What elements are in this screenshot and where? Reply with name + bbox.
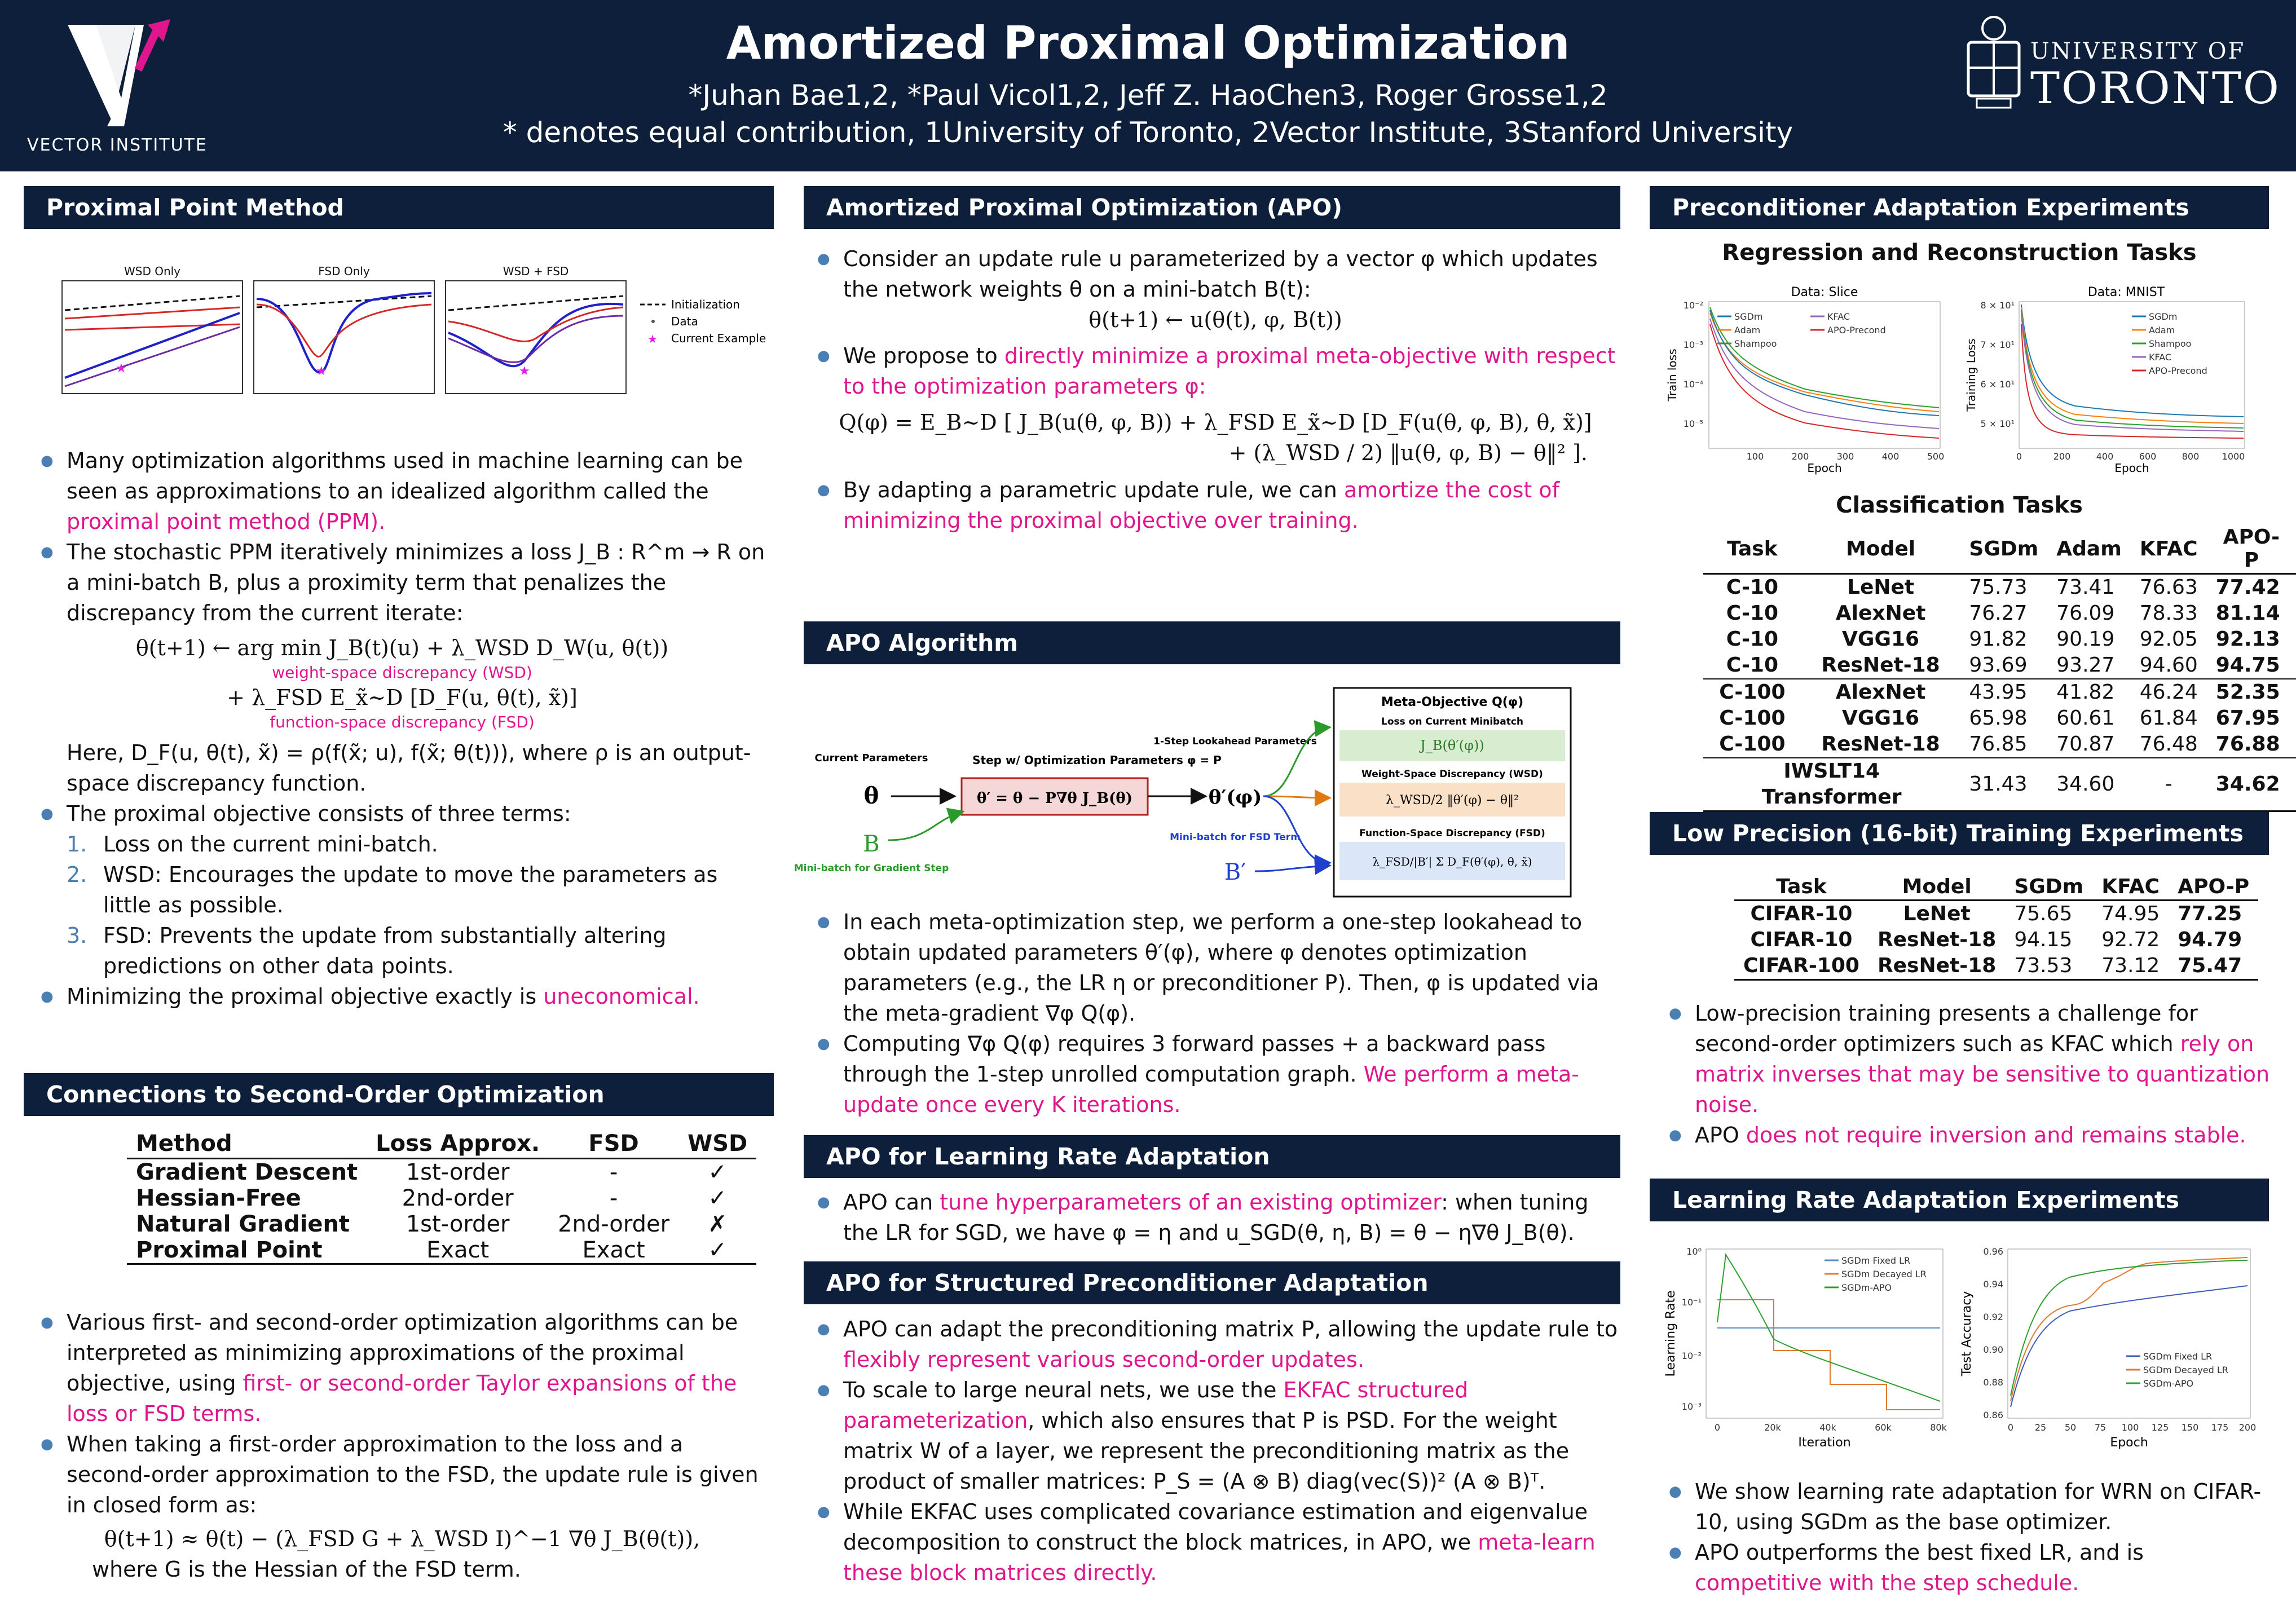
svg-text:10⁻³: 10⁻³ (1683, 339, 1703, 350)
apo-bullet-2: ● We propose to directly minimize a proximal meta-objective with respect to the optimization parameters φ: (809, 341, 1621, 401)
poster-title: Amortized Proximal Optimization (726, 17, 1570, 69)
table-row: C-10 AlexNet 76.27 76.09 78.33 81.14 (1726, 602, 2280, 625)
svg-text:0.90: 0.90 (1983, 1344, 2003, 1355)
spc-body (809, 1314, 1621, 1588)
vector-institute-text: VECTOR INSTITUTE (27, 135, 208, 155)
wsd-label: weight-space discrepancy (WSD) (272, 663, 532, 682)
svg-text:10⁻¹: 10⁻¹ (1681, 1297, 1702, 1308)
svg-text:6 × 10¹: 6 × 10¹ (1980, 379, 2015, 390)
minibatch-b-label: Mini-batch for Gradient Step (794, 863, 949, 874)
svg-text:10⁰: 10⁰ (1686, 1246, 1702, 1257)
fsd-label: function-space discrepancy (FSD) (270, 713, 535, 731)
y-axis-label: Test Accuracy (1960, 1291, 1974, 1376)
svg-text:80k: 80k (1930, 1422, 1947, 1433)
panel-fsd-only (254, 264, 434, 394)
table-row: CIFAR-100 ResNet-18 73.53 73.12 75.47 (1734, 953, 2258, 980)
pae-heading: Preconditioner Adaptation Experiments (1650, 186, 2269, 229)
spc-bullet-1: ● APO can adapt the preconditioning matrix P, allowing the update rule to flexibly represent various second-order updates. (809, 1314, 1621, 1375)
panel-title: FSD Only (318, 264, 370, 278)
spc-bullet-2: ● To scale to large neural nets, we use the EKFAC structured parameterization, which also ensures that P is PSD. For the weight matrix W of a layer, we represent the preconditioning matrix as the product of smaller matrices: P_S = (A ⊗ B) diag(vec(S))² (A ⊗ B)ᵀ. (809, 1375, 1621, 1497)
lra-bullet-2: ● APO outperforms the best fixed LR, and is competitive with the step schedule. (1661, 1537, 2270, 1598)
lp-bullet-1: ● Low-precision training presents a challenge for second-order optimizers such as KFAC which rely on matrix inverses that may be sensitive to quantization noise. (1661, 998, 2270, 1120)
lp-bullet-2: ● APO does not require inversion and remains stable. (1661, 1120, 2270, 1150)
svg-text:25: 25 (2034, 1422, 2047, 1433)
svg-text:8 × 10¹: 8 × 10¹ (1980, 300, 2015, 311)
svg-text:40k: 40k (1819, 1422, 1836, 1433)
authors: *Juhan Bae1,2, *Paul Vicol1,2, Jeff Z. HaoChen3, Roger Grosse1,2 (688, 79, 1608, 112)
lp-table: Task Model SGDm KFAC APO-P CIFAR-10 LeNet 75.65 74.95 77.25 CIFAR-10 ResNet-18 94.15 92.72 94.79 CIFAR-100 ResNet-18 73.53 73.12 75.47 (1734, 874, 2258, 981)
svg-text:1000: 1000 (2222, 451, 2245, 462)
col-loss-approx: Loss Approx. (376, 1131, 540, 1157)
lr-plot (1661, 1238, 1954, 1458)
col-fsd: FSD (588, 1131, 639, 1157)
ppm-figure (39, 265, 790, 423)
lookahead-label: 1-Step Lookahead Parameters (1153, 736, 1317, 747)
fsd-title: Function-Space Discrepancy (FSD) (1359, 828, 1545, 839)
minibatch-bp-label: Mini-batch for FSD Term (1170, 832, 1301, 843)
col-method: Method (136, 1131, 232, 1157)
x-axis-label: Epoch (2110, 1436, 2148, 1450)
uoft-logo (1963, 11, 2279, 113)
lra-bullet-1: ● We show learning rate adaptation for WRN on CIFAR-10, using SGDm as the base optimizer. (1661, 1476, 2270, 1537)
x-axis-label: Epoch (1807, 461, 1842, 475)
svg-text:200: 200 (2053, 451, 2071, 462)
slice-plot (1664, 285, 1946, 476)
table-row: C-100 VGG16 65.98 60.61 61.84 67.95 (1719, 707, 2280, 730)
table-row: Natural Gradient 1st-order 2nd-order ✗ (136, 1211, 727, 1237)
panel-title: WSD + FSD (503, 264, 569, 278)
svg-text:0: 0 (2016, 451, 2022, 462)
poster-header (0, 0, 2296, 171)
svg-text:SGDm Decayed LR: SGDm Decayed LR (1841, 1269, 1927, 1279)
svg-text:200: 200 (1791, 451, 1809, 462)
svg-text:10⁻⁴: 10⁻⁴ (1683, 379, 1703, 390)
minibatch-bp: B′ (1224, 859, 1246, 885)
svg-text:★: ★ (647, 332, 658, 346)
classification-table: Task Model SGDm Adam KFAC APO-P C-10 LeNet 75.73 73.41 76.63 77.42 C-10 AlexNet 76.27 76.09 78.33 81.14 C-10 VGG16 91.82 90.19 92.05 92.13 C-10 ResNet-18 93.69 93.27 94.60 94.75 C-100 AlexNet 43.95 41.82 46.24 52.35 C-100 VGG16 65.98 60.61 61.84 67.95 C-100 ResNet-18 76.85 70.87 76.48 76.88 IWSLT14 Transformer 31.43 34.60 - 34.62 (1703, 524, 2296, 812)
svg-text:300: 300 (1836, 451, 1854, 462)
meta-objective-title: Meta-Objective Q(φ) (1381, 695, 1524, 709)
table-row: C-100 ResNet-18 76.85 70.87 76.48 76.88 (1703, 731, 2296, 758)
fsd-equation: λ_FSD/|B′| Σ D_F(θ′(φ), θ, x̃) (1372, 855, 1532, 868)
table-row: C-10 LeNet 75.73 73.41 76.63 77.42 (1726, 576, 2280, 599)
loss-equation: J_B(θ′(φ)) (1420, 738, 1484, 753)
ppm-equation-2: + λ_FSD E_x̃∼D [D_F(u, θ(t), x̃)] (227, 685, 578, 710)
svg-text:★: ★ (316, 364, 327, 378)
conn-bullet-2: ● When taking a first-order approximation to the loss and a second-order approximation to the FSD, the update rule is given in closed form as: (33, 1429, 772, 1520)
svg-text:Shampoo: Shampoo (1734, 338, 1777, 349)
svg-text:★: ★ (116, 361, 127, 376)
svg-text:SGDm-APO: SGDm-APO (2143, 1378, 2194, 1389)
svg-text:20k: 20k (1764, 1422, 1781, 1433)
lra-body (1661, 1476, 2270, 1598)
lr-body (809, 1187, 1621, 1248)
apo-equation-2b: + (λ_WSD / 2) ‖u(θ, φ, B) − θ‖² ]. (1228, 440, 1588, 465)
svg-text:0: 0 (1714, 1422, 1721, 1433)
svg-text:400: 400 (1881, 451, 1900, 462)
ppm-equation-1: θ(t+1) ← arg min J_B(t)(u) + λ_WSD D_W(u, θ(t)) (135, 636, 669, 660)
ppm-bullet-2: ● The stochastic PPM iteratively minimizes a loss J_B : R^m → R on a mini-batch B, plus a proximity term that penalizes the discrepancy from the current iterate: (33, 537, 772, 628)
svg-text:KFAC: KFAC (1827, 311, 1850, 322)
wsd-equation: λ_WSD/2 ‖θ′(φ) − θ‖² (1386, 793, 1519, 807)
algo-bullet-2: ● Computing ∇φ Q(φ) requires 3 forward passes + a backward pass through the 1-step unrolled computation graph. We perform a meta-update once every K iterations. (809, 1029, 1621, 1120)
table-row: CIFAR-10 LeNet 75.65 74.95 77.25 (1750, 902, 2242, 925)
mnist-plot (1963, 285, 2256, 476)
uoft-text-bottom: TORONTO (2030, 63, 2281, 114)
apo-body (809, 244, 1621, 536)
lr-heading: APO for Learning Rate Adaptation (804, 1135, 1620, 1178)
ppm-here: Here, D_F(u, θ(t), x̃) = ρ(f(x̃; u), f(x̃; θ(t))), where ρ is an output-space discrepancy function. (67, 740, 751, 796)
connections-table (127, 1129, 756, 1265)
svg-text:Shampoo: Shampoo (2149, 338, 2192, 349)
table-row: C-100 AlexNet 43.95 41.82 46.24 52.35 (1719, 681, 2280, 704)
svg-text:0.92: 0.92 (1983, 1312, 2003, 1322)
apo-equation-2a: Q(φ) = E_B∼D [ J_B(u(θ, φ, B)) + λ_FSD E_x̃∼D [D_F(u(θ, φ, B), θ, x̃)] (839, 410, 1592, 435)
apo-equation-1: θ(t+1) ← u(θ(t), φ, B(t)) (1088, 307, 1342, 332)
svg-text:60k: 60k (1875, 1422, 1892, 1433)
svg-text:150: 150 (2181, 1422, 2199, 1433)
svg-text:SGDm Fixed LR: SGDm Fixed LR (2143, 1351, 2213, 1362)
theta-symbol: θ (863, 783, 879, 809)
svg-text:SGDm-APO: SGDm-APO (1841, 1282, 1892, 1293)
minibatch-b: B (863, 831, 880, 857)
conn-tail: where G is the Hessian of the FSD term. (92, 1557, 521, 1582)
uoft-crest-icon (1963, 11, 2025, 113)
svg-text:175: 175 (2211, 1422, 2229, 1433)
svg-text:0.86: 0.86 (1983, 1410, 2003, 1420)
conn-equation: θ(t+1) ≈ θ(t) − (λ_FSD G + λ_WSD I)^−1 ∇θ J_B(θ(t)), (104, 1526, 700, 1551)
lp-heading: Low Precision (16-bit) Training Experiments (1650, 812, 2269, 855)
svg-text:10⁻³: 10⁻³ (1681, 1401, 1702, 1412)
lra-heading: Learning Rate Adaptation Experiments (1650, 1179, 2269, 1221)
algo-heading: APO Algorithm (804, 621, 1620, 664)
ppm-bullet-1: ● Many optimization algorithms used in machine learning can be seen as approximations to an idealized algorithm called the proximal point method (PPM). (33, 445, 772, 537)
svg-text:SGDm: SGDm (1734, 311, 1763, 322)
svg-text:Adam: Adam (1734, 325, 1761, 336)
connections-heading: Connections to Second-Order Optimization (24, 1073, 774, 1116)
svg-text:500: 500 (1927, 451, 1945, 462)
conn-bullet-1: ● Various first- and second-order optimization algorithms can be interpreted as minimizing approximations of the proximal objective, using first- or second-order Taylor expansions of the loss or FSD terms. (33, 1307, 772, 1429)
svg-text:SGDm Decayed LR: SGDm Decayed LR (2143, 1365, 2228, 1375)
ppm-heading: Proximal Point Method (24, 186, 774, 229)
svg-text:KFAC: KFAC (2149, 352, 2172, 363)
theta-prime: θ′(φ) (1208, 786, 1262, 809)
svg-text:0: 0 (2007, 1422, 2014, 1433)
algo-body (809, 907, 1621, 1120)
legend-current-example: Current Example (671, 332, 766, 345)
ppm-numbered-3: 3. FSD: Prevents the update from substantially altering predictions on other data points. (67, 923, 667, 978)
apo-heading: Amortized Proximal Optimization (APO) (804, 186, 1620, 229)
svg-text:200: 200 (2238, 1422, 2257, 1433)
lr-bullet-1: ● APO can tune hyperparameters of an existing optimizer: when tuning the LR for SGD, we have φ = η and u_SGD(θ, η, B) = θ − η∇θ J_B(θ). (809, 1187, 1621, 1248)
table-row: Hessian-Free 2nd-order - ✓ (136, 1185, 727, 1211)
loss-title: Loss on Current Minibatch (1381, 716, 1524, 727)
table-row: CIFAR-10 ResNet-18 94.15 92.72 94.79 (1750, 928, 2242, 951)
algo-diagram (794, 677, 1599, 902)
svg-text:Adam: Adam (2149, 325, 2175, 336)
svg-text:50: 50 (2064, 1422, 2077, 1433)
spc-bullet-3: ● While EKFAC uses complicated covariance estimation and eigenvalue decomposition to construct the block matrices, in APO, we meta-learn these block matrices directly. (809, 1497, 1621, 1588)
svg-text:★: ★ (519, 364, 530, 378)
svg-text:SGDm Fixed LR: SGDm Fixed LR (1841, 1255, 1911, 1266)
step-label: Step w/ Optimization Parameters φ = P (972, 753, 1222, 767)
svg-text:400: 400 (2096, 451, 2114, 462)
svg-text:SGDm: SGDm (2149, 311, 2178, 322)
svg-text:APO-Precond: APO-Precond (2149, 365, 2207, 376)
table-row: Gradient Descent 1st-order - ✓ (136, 1159, 727, 1185)
y-axis-label: Training Loss (1964, 338, 1978, 412)
current-params-label: Current Parameters (814, 752, 928, 764)
legend-data: Data (671, 315, 698, 328)
step-equation: θ′ = θ − P∇θ J_B(θ) (976, 790, 1133, 807)
table-row: IWSLT14 Transformer 31.43 34.60 - 34.62 (1703, 758, 2296, 811)
svg-text:800: 800 (2182, 451, 2200, 462)
svg-text:0.96: 0.96 (1983, 1246, 2003, 1257)
svg-text:5 × 10¹: 5 × 10¹ (1980, 418, 2015, 429)
svg-text:APO-Precond: APO-Precond (1827, 325, 1886, 336)
regression-title: Regression and Reconstruction Tasks (1722, 240, 2197, 266)
svg-text:10⁻⁵: 10⁻⁵ (1683, 418, 1703, 429)
ppm-numbered-2: 2. WSD: Encourages the update to move the parameters as little as possible. (67, 862, 718, 917)
panel-wsd-fsd (446, 264, 626, 394)
panel-wsd-only (62, 264, 243, 394)
wsd-title: Weight-Space Discrepancy (WSD) (1361, 769, 1543, 780)
table-row: C-10 VGG16 91.82 90.19 92.05 92.13 (1726, 628, 2280, 651)
affiliations: * denotes equal contribution, 1University of Toronto, 2Vector Institute, 3Stanford University (503, 116, 1793, 149)
svg-text:125: 125 (2151, 1422, 2169, 1433)
col-wsd: WSD (688, 1131, 748, 1157)
table-row: Proximal Point Exact Exact ✓ (127, 1237, 756, 1264)
classification-title: Classification Tasks (1836, 492, 2083, 518)
svg-text:10⁻²: 10⁻² (1681, 1351, 1702, 1361)
plot-title: Data: MNIST (2087, 285, 2165, 299)
spc-heading: APO for Structured Preconditioner Adaptation (804, 1261, 1620, 1304)
y-axis-label: Train loss (1665, 348, 1679, 401)
lp-body (1661, 998, 2270, 1150)
svg-text:0.88: 0.88 (1983, 1377, 2003, 1388)
apo-bullet-3: ● By adapting a parametric update rule, we can amortize the cost of minimizing the proximal objective over training. (809, 475, 1621, 536)
apo-bullet-1: ● Consider an update rule u parameterized by a vector φ which updates the network weights θ on a mini-batch B(t): (809, 244, 1621, 304)
svg-text:100: 100 (1746, 451, 1764, 462)
ppm-bullet-3: ● The proximal objective consists of three terms: (33, 798, 772, 829)
x-axis-label: Epoch (2114, 461, 2149, 475)
test-accuracy-plot (1957, 1238, 2262, 1458)
table-row: C-10 ResNet-18 93.69 93.27 94.60 94.75 (1703, 652, 2296, 679)
figure-legend (640, 298, 766, 346)
legend-initialization: Initialization (671, 298, 740, 311)
ppm-body (33, 445, 772, 1012)
ppm-numbered-1: 1. Loss on the current mini-batch. (67, 832, 438, 857)
algo-bullet-1: ● In each meta-optimization step, we perform a one-step lookahead to obtain updated parameters θ′(φ), where φ denotes optimization parameters (e.g., the LR η or preconditioner P). Then, φ is updated via the meta-gradient ∇φ Q(φ). (809, 907, 1621, 1029)
svg-text:7 × 10¹: 7 × 10¹ (1980, 339, 2015, 350)
svg-text:75: 75 (2094, 1422, 2106, 1433)
svg-text:0.94: 0.94 (1983, 1279, 2003, 1290)
x-axis-label: Iteration (1798, 1436, 1851, 1450)
plot-title: Data: Slice (1791, 285, 1858, 299)
svg-text:10⁻²: 10⁻² (1683, 300, 1703, 311)
y-axis-label: Learning Rate (1664, 1290, 1678, 1377)
svg-text:100: 100 (2121, 1422, 2139, 1433)
connections-body (33, 1307, 772, 1585)
uoft-text-top: UNIVERSITY OF (2030, 38, 2246, 64)
svg-text:600: 600 (2139, 451, 2157, 462)
panel-title: WSD Only (124, 264, 181, 278)
ppm-bullet-4: ● Minimizing the proximal objective exactly is uneconomical. (33, 981, 772, 1012)
